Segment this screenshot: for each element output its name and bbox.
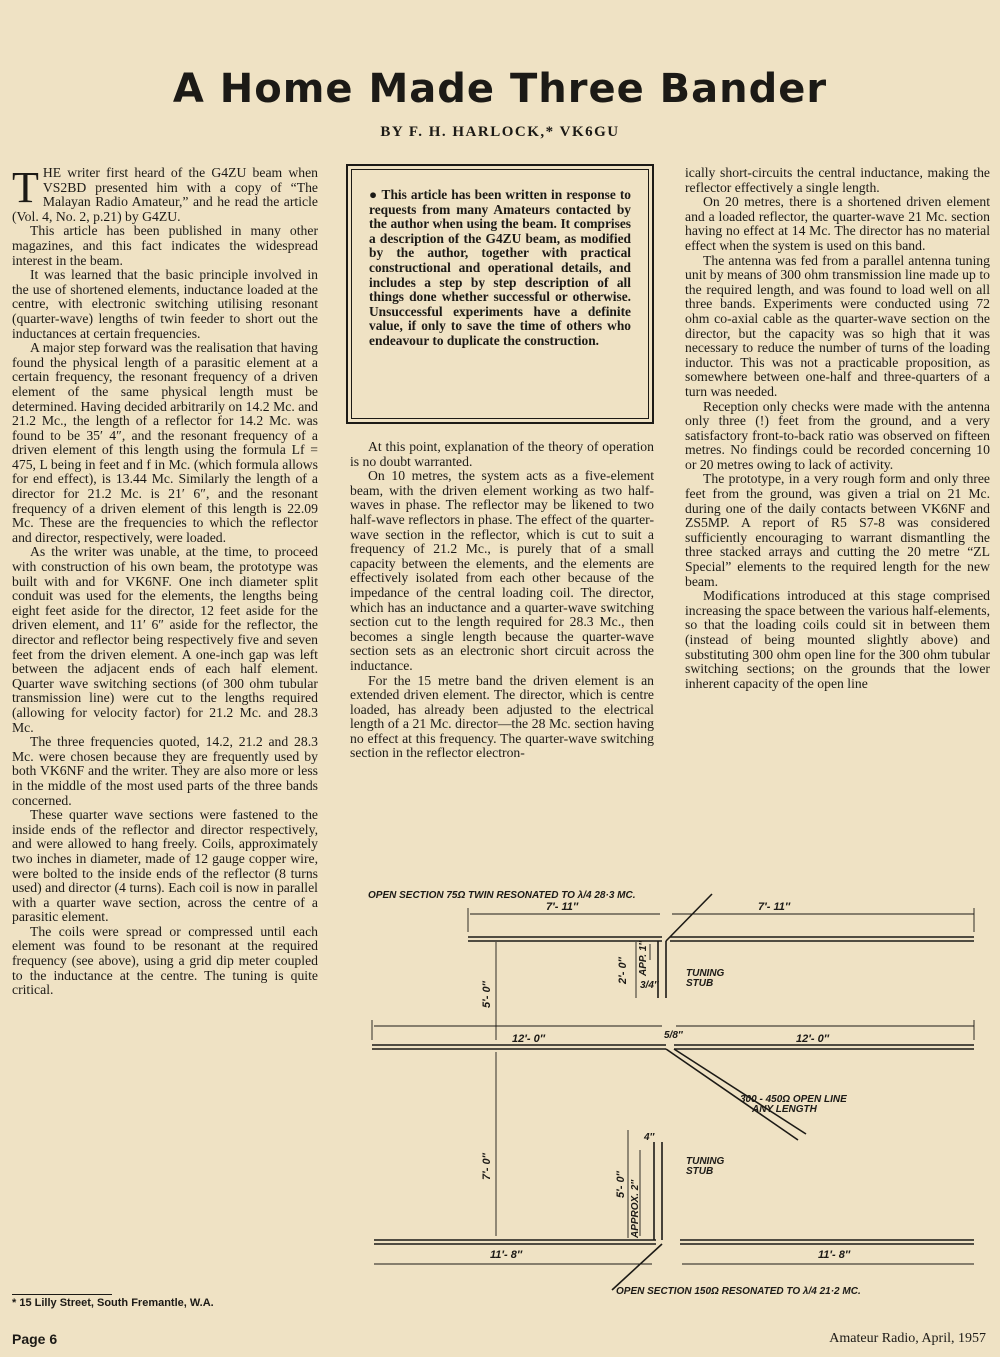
author-footnote: * 15 Lilly Street, South Fremantle, W.A. — [12, 1297, 214, 1309]
director-right-length: 7′- 11″ — [758, 901, 791, 913]
paragraph: For the 15 metre band the driven element is an extended driven element. The director, which is centre loaded, has already been adjusted to the electrical length of a 21 Mc. director—the 28 Mc. section having no effect at this frequency. The quarter-wave switching section in the reflector electron- — [350, 672, 654, 761]
app-label: APP. 1″ — [638, 940, 649, 976]
tuning-stub-label-1: TUNING — [686, 968, 725, 979]
bottom-section-leader — [612, 1244, 662, 1290]
stub-offset-label: 4″ — [644, 1132, 655, 1143]
paragraph: As the writer was unable, at the time, to proceed with construction of his own beam, the prototype was built with and for VK6NF. One inch diameter split conduit was used for the elements, the lengths being eight feet aside for the director, 12 feet aside for the driven element, and 11′ 6″ aside for the reflector, the director and reflector being respectively five and seven feet from the driven element. A one-inch gap was left between the adjacent ends of each half element. Quarter wave switching sections (of 300 ohm tubular transmission line) were cut to the lengths required (allowing for velocity factor) for 21.2 Mc. and 28.3 Mc. — [12, 544, 318, 735]
director-spacing: 5′- 0″ — [481, 981, 493, 1008]
text-column-2 — [350, 440, 654, 761]
feed-line-label-2: ANY LENGTH — [752, 1104, 817, 1115]
driven-gap-label: 5/8″ — [664, 1030, 683, 1041]
paragraph: The three frequencies quoted, 14.2, 21.2 and 28.3 Mc. were chosen because they are frequently used by both VK6NF and the writer. They are also more or less in the middle of the most used parts of the three bands concerned. — [12, 734, 318, 808]
paragraph: Reception only checks were made with the antenna only three (!) feet from the ground, and a very satisfactory front-to-back ratio was observed on fifteen metres. No findings could be recorded concerning 10 or 20 metres owing to lack of activity. — [685, 398, 990, 472]
driven-right-length: 12′- 0″ — [796, 1033, 829, 1045]
paragraph: The antenna was fed from a parallel antenna tuning unit by means of 300 ohm transmission line made up to the required length, and was found to load well on all three bands. Experiments were conducted using 72 ohm co-axial cable as the quarter-wave section on the director, but the capacity was so high that it was necessary to reduce the number of turns of the loading inductor. This was not a practicable proposition, as somewhere between one-half and three-quarters of a turn was needed. — [685, 252, 990, 399]
approx-label: APPROX. 2″ — [630, 1179, 641, 1238]
paragraph: It was learned that the basic principle involved in the use of shortened elements, inductance loaded at the centre, with electronic switching utilising resonant (quarter-wave) lengths of twin feeder to short out the inductances at certain frequencies. — [12, 267, 318, 341]
paragraph: These quarter wave sections were fastened to the inside ends of the reflector and director respectively, and were allowed to hang freely. Coils, approximately two inches in diameter, made of 12 gauge copper wire, were bolted to the inside ends of the reflector (8 turns used) and director (4 turns). Each coil is now in parallel with a quarter wave section, across the centre of a parasitic element. — [12, 807, 318, 925]
editor-note-text: ● This article has been written in response to requests from many Amateurs contacted by the author when using the beam. It comprises a description of the G4ZU beam, as modified by the author, together with practical constructional and operational details, and includes a step by step description of all things done whether successful or otherwise. Unsuccessful experiments have a definite value, if only to save the time of others who endeavour to duplicate the construction. — [351, 169, 649, 419]
article-byline: BY F. H. HARLOCK,* VK6GU — [380, 124, 620, 140]
issue-label: Amateur Radio, April, 1957 — [829, 1331, 986, 1346]
stub-spacing-label: 3/4″ — [640, 980, 659, 991]
tuning-stub-label-2: TUNING — [686, 1156, 725, 1167]
antenna-diagram — [340, 880, 1000, 1320]
paragraph: On 10 metres, the system acts as a five-element beam, with the driven element working as two half-waves in phase. The reflector may be likened to two half-wave reflectors in phase. The effect of the quarter-wave section in the reflector, which is cut to suit a frequency of 21.2 Mc., is purely that of a small capacity between the elements, and the elements are effectively isolated from each other because of the impedance of the central loading coil. The director, which has an inductance and a quarter-wave switching section cut to the length required for 28.3 Mc., then becomes a single length because the quarter-wave section sets as an electronic short circuit across the inductance. — [350, 468, 654, 673]
top-section-leader — [666, 894, 712, 941]
article-title: A Home Made Three Bander — [172, 66, 828, 112]
paragraph: ically short-circuits the central inductance, making the reflector effectively a single length. — [685, 165, 990, 195]
paragraph — [12, 163, 318, 224]
paragraph: A major step forward was the realisation that having found the physical length of a parasitic element at a certain frequency, the resonant frequency of a driven element of the same physical length must be determined. Having decided arbitrarily on 14.2 Mc. and 21.2 Mc., the length of a reflector for 14.2 Mc. was found to be 35′ 4″, and the resonant frequency of a driven element of this length using the formula Lf = 475, L being in feet and f in Mc. (which formula allows for end effect), is 13.44 Mc. Similarly the length of a director for 21.2 Mc. is 21′ 6″, and the resonant frequency of a driven element of this length is 22.09 Mc. These are the frequencies to which the reflector and director, respectively, were loaded. — [12, 340, 318, 545]
director-left-length: 7′- 11″ — [546, 901, 579, 913]
stub-length-2ft: 2′- 0″ — [617, 957, 629, 984]
page-number: Page 6 — [12, 1331, 58, 1347]
paragraph: This article has been published in many other magazines, and this fact indicates the widespread interest in the beam. — [12, 223, 318, 268]
reflector-spacing: 7′- 0″ — [481, 1153, 493, 1180]
top-section-label: OPEN SECTION 75Ω TWIN RESONATED TO λ/4 28·3 MC. — [368, 890, 636, 901]
editor-note-box — [346, 164, 654, 424]
reflector-stub-length: 5′- 0″ — [615, 1171, 627, 1198]
reflector-right-length: 11′- 8″ — [818, 1249, 851, 1261]
drop-cap: T — [12, 163, 39, 212]
paragraph: On 20 metres, there is a shortened driven element and a loaded reflector, the quarter-wave 21 Mc. section having no effect at 14 Mc. The director has no material effect when the system is used on this band. — [685, 194, 990, 253]
paragraph: Modifications introduced at this stage comprised increasing the space between the various half-elements, so that the loading coils could sit in between them (instead of being mounted slightly above) and substituting 300 ohm open line for the 300 ohm tubular switching sections; on the grounds that the lower inherent capacity of the open line — [685, 588, 990, 691]
tuning-stub-label-2b: STUB — [686, 1166, 714, 1177]
tuning-stub-label-1b: STUB — [686, 978, 714, 989]
bottom-section-label: OPEN SECTION 150Ω RESONATED TO λ/4 21·2 MC. — [616, 1286, 861, 1297]
feed-line-label: 300 - 450Ω OPEN LINE — [740, 1094, 847, 1105]
reflector-left-length: 11′- 8″ — [490, 1249, 523, 1261]
paragraph-text: HE writer first heard of the G4ZU beam when VS2BD presented him with a copy of “The Malayan Radio Amateur,” and he read the article (Vol. 4, No. 2, p.21) by G4ZU. — [12, 165, 318, 224]
text-column-1 — [12, 163, 318, 998]
paragraph: At this point, explanation of the theory of operation is no doubt warranted. — [350, 439, 654, 469]
text-column-3 — [685, 166, 990, 691]
driven-left-length: 12′- 0″ — [512, 1033, 545, 1045]
footnote-rule — [12, 1294, 112, 1295]
paragraph: The prototype, in a very rough form and only three feet from the ground, was given a trial on 21 Mc. during one of the daily contacts between VK6NF and ZS5MP. A report of R5 S7-8 was considered sufficiently encouraging to warrant dismantling the three stacked arrays and cutting the 20 metre “ZL Special” elements to the required length for the new beam. — [685, 471, 990, 589]
paragraph: The coils were spread or compressed until each element was found to be resonant at the required frequency (see above), using a grid dip meter coupled to the inductance at the centre. The tuning is quite critical. — [12, 923, 318, 998]
